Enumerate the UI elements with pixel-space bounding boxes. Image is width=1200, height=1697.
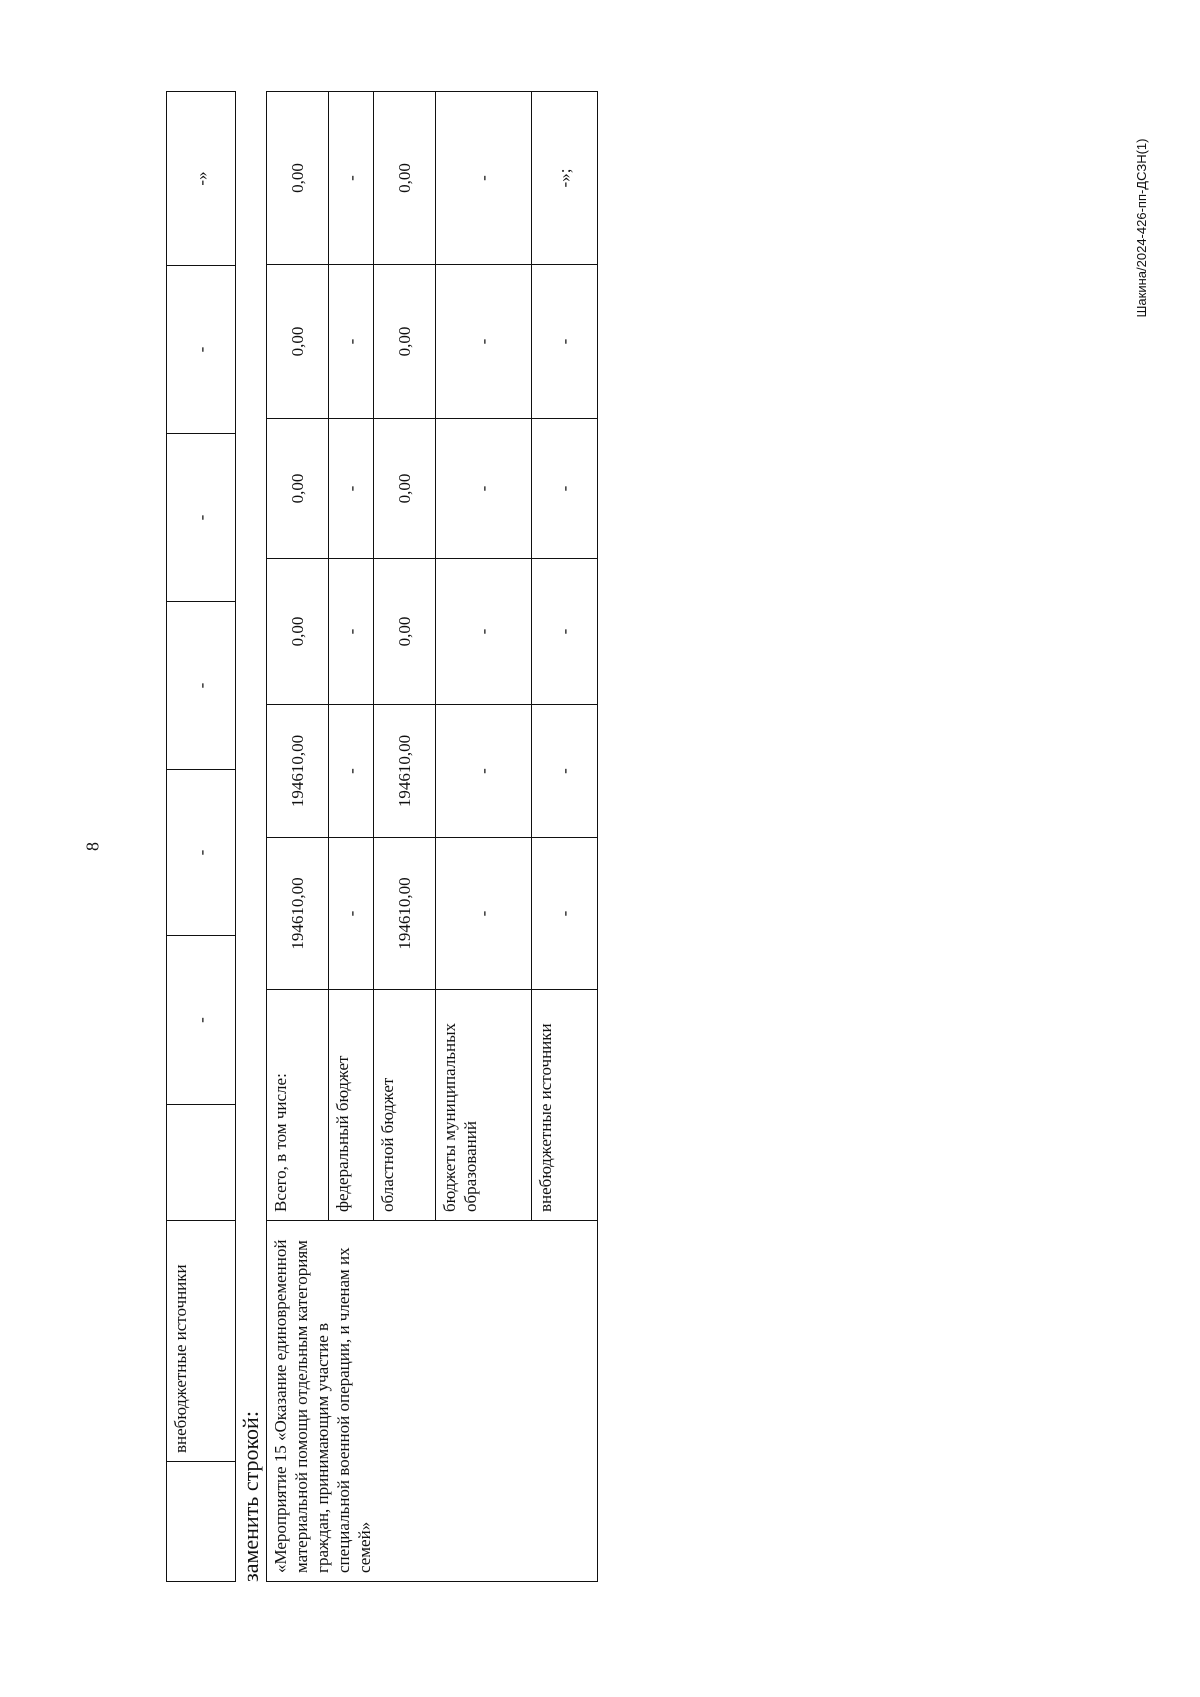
value-cell: - [532, 838, 598, 990]
value-cell: 0,00 [267, 559, 329, 705]
value-cell: - [532, 559, 598, 705]
value-cell: 194610,00 [267, 705, 329, 838]
value-cell: - [167, 936, 236, 1105]
value-cell: -»; [532, 92, 598, 265]
source-cell: областной бюджет [374, 990, 436, 1221]
value-cell: - [436, 559, 532, 705]
page-number: 8 [82, 842, 103, 851]
value-cell: - [532, 265, 598, 419]
empty-cell [167, 1462, 236, 1582]
value-cell: - [436, 92, 532, 265]
value-cell: - [329, 265, 374, 419]
table-row [167, 92, 236, 1582]
value-cell: - [167, 770, 236, 936]
empty-cell [167, 1105, 236, 1221]
value-cell: - [167, 602, 236, 770]
source-cell: бюджеты муниципальных образований [436, 990, 532, 1221]
value-cell: - [532, 419, 598, 559]
source-cell: Всего, в том числе: [267, 990, 329, 1221]
value-cell: 0,00 [374, 265, 436, 419]
value-cell: -» [167, 92, 236, 266]
value-cell: - [167, 434, 236, 602]
replace-label: заменить строкой: [238, 1411, 263, 1582]
value-cell: - [329, 419, 374, 559]
value-cell: 0,00 [267, 419, 329, 559]
measure-table [266, 91, 598, 1582]
value-cell: - [436, 838, 532, 990]
value-cell: 0,00 [374, 92, 436, 265]
source-cell: внебюджетные источники [532, 990, 598, 1221]
value-cell: - [436, 705, 532, 838]
value-cell: - [532, 705, 598, 838]
rotated-table-block [166, 92, 588, 1582]
value-cell: - [436, 265, 532, 419]
value-cell: 194610,00 [374, 705, 436, 838]
value-cell: 0,00 [374, 419, 436, 559]
table-row [267, 92, 329, 1582]
value-cell: - [329, 838, 374, 990]
value-cell: 0,00 [267, 265, 329, 419]
value-cell: 194610,00 [267, 838, 329, 990]
value-cell: - [436, 419, 532, 559]
value-cell: 194610,00 [374, 838, 436, 990]
source-cell: федеральный бюджет [329, 990, 374, 1221]
value-cell: - [167, 266, 236, 434]
value-cell: - [329, 559, 374, 705]
value-cell: 0,00 [267, 92, 329, 265]
value-cell: - [329, 92, 374, 265]
previous-row-table [166, 91, 236, 1582]
file-reference: Шакина/2024-426-пп-ДСЗН(1) [1134, 138, 1149, 318]
value-cell: 0,00 [374, 559, 436, 705]
value-cell: - [329, 705, 374, 838]
source-cell: внебюджетные источники [167, 1221, 236, 1462]
measure-title-cell: «Мероприятие 15 «Оказание единовременной материальной помощи отдельным категориям граждан, принимающим участие в специальной военной операции, и членам их семей» [267, 1221, 598, 1582]
